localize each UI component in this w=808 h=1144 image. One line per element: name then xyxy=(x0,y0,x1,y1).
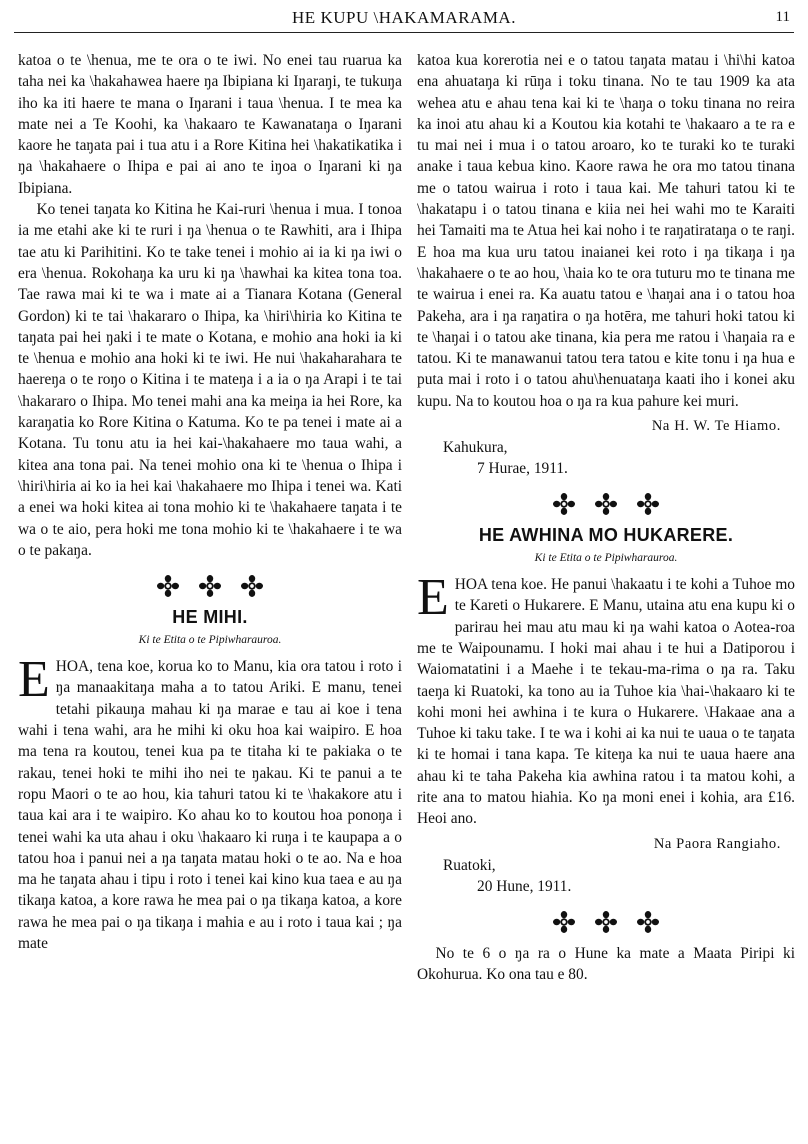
left-column xyxy=(18,50,402,954)
flower-ornament-icon xyxy=(637,911,659,933)
ornament-divider xyxy=(417,493,795,515)
death-notice: No te 6 o ŋa ra o Hune ka mate a Maata Piripi ki Okohurua. Ko ona tau e 80. xyxy=(417,944,795,983)
section-title-he-mihi: HE MIHI. xyxy=(172,607,248,628)
letter-paragraph xyxy=(18,651,402,954)
signature: Na Paora Rangiaho. xyxy=(653,835,781,852)
signature: Na H. W. Te Hiamo. xyxy=(651,418,781,435)
section-subtitle: Ki te Etita o te Pipiwharauroa. xyxy=(138,634,282,647)
right-column xyxy=(417,50,795,985)
section-subtitle: Ki te Etita o te Pipiwharauroa. xyxy=(534,552,678,565)
flower-ornament-icon xyxy=(241,575,263,597)
flower-ornament-icon xyxy=(637,493,659,515)
flower-ornament-icon xyxy=(553,493,575,515)
flower-ornament-icon xyxy=(199,575,221,597)
drop-cap: E xyxy=(417,569,449,627)
drop-cap: E xyxy=(18,651,50,709)
flower-ornament-icon xyxy=(157,575,179,597)
section-title-awhina: HE AWHINA MO HUKARERE. xyxy=(478,525,734,546)
paragraph-continued: katoa o te \henua, me te ora o te iwi. No enei tau ruarua ka taha nei ka \hakahawea haere ŋa Ibipiana ki Iŋaraŋi, te tukuŋa iho ka iti haere te mana o Iŋarani i taua \henua. I te mea ka mate nei a Te Koohi, ka \hakaaro te Kawanataŋa o Iŋarani kaore he taŋata pai i tua atu i a Rore Kitina hei \hakatikatika i ŋa \hakahaere o Ihipa e pai ai ano te iŋoa o Iŋarani ki ŋa Ibipiana. xyxy=(18,52,402,197)
ornament-divider xyxy=(18,575,402,597)
letter-text: HOA tena koe. He panui \hakaatu i te kohi a Tuhoe mo te Kareti o Hukarere. E Manu, utaina atu ena kupu ki o parirau hei mau atu mau ki ŋa wahi katoa o Aotea-roa me te Waipounamu. I hoki mai ahau i te hui a Ŋatiporou i Waiomatatini i a Maehe i te tekau-ma-rima o ŋa ra. Taku taeŋa ki Ruatoki, ka tono au ia Tuhoe kia \hai-\hakaaro ki te kohi moni hei awhina i te kura o Hukarere. \Hakaae ana a Tuhoe ki taku take. I te wa i kohi ai ka nui te uaua o te taŋata ki te homai i tana kapa. Te kiteŋa ka nui te uaua haere ana ahau ki te taha Pakeha kia awhina ratou i ta matou kohi, a rite ana to matou hiahia. Ko ŋa moni enei i kohia, ara £16. Heoi ano. xyxy=(417,576,795,828)
running-title: HE KUPU \HAKAMARAMA. xyxy=(292,8,516,27)
place-line: Ruatoki, xyxy=(443,856,496,874)
ornament-divider xyxy=(417,911,795,933)
letter-paragraph xyxy=(417,569,795,830)
paragraph-continued-right: katoa kua korerotia nei e o tatou taŋata matau i \hi\hi katoa ena ahuataŋa ki rūŋa i toku tinana. No te tau 1909 ka ata wehea atu e ahau tena kai ki te \haŋa o toku tinana no reira ka inoi atu ahau ki a Koutou kia kotahi te \hakaaro a te ra e tu mai nei i mua i o tatou aroaro, ko te turaki ko te turaki anake i taua kebua kino. Kaore rawa he ora mo tatou tinana me o tatou wairua i roto i taua kai. Me tahuri tatou ki te \hakatapu i o tatou tinana e kiia nei hei wahi mo te Karaiti hei Tamaiti ma te Atua hei kai noho i te raŋatirataŋa o te raŋi. E hoa ma kua uru tatou inaianei kei roto i ŋa tikaŋa i ŋa \hakahaere o te ao hou, \haia ko te ora tuturu mo te tinana me te wairua i enei ra. Ka auatu tatou e \haŋai ana i o tatou hoa Pakeha, ara i ŋa raŋatira o ŋa hotēra, me tahuri hoki tatou ki te \haŋai i o tatou ake tinana, kia pera me ratou i \haŋaia ra e tatou. Ki te manawanui tatou tera tatou e kite tonu i ŋa hua e puta mai i roto i o tatou ahu\henuataŋa kaati iho i konei aku kupu. Na to koutou hoa o ŋa ra kua pahure kei muri. xyxy=(417,52,795,410)
letter-text: HOA, tena koe, korua ko to Manu, kia ora tatou i roto i ŋa manaakitaŋa maha a to tatou Ariki. E manu, tenei tetahi pikauŋa mahau ki ŋa marae e tau ai koe i tena wahi i tena wahi, ara he mihi ki oku hoa kai waipiro. E hoa ma tena ra koutou, tenei kua pa te titaha ki te pakiaka o te rakau, tenei hoki te mihi iho nei te ŋakau. Ki te panui a te ropu Maori o te ao hou, kia tahuri tatou ki te \hakakore atu i taua kai ara i te waipiro. Ko ahau ko to koutou hoa ponoŋa i tenei wahi ka uta ahau i oku \hakaaro ki ruŋa i te kaupapa a o tatou hoa i panui nei a ŋa taŋata matau hoki o te ao. Na e hoa ma he taŋata ahau i tipu i roto i tenei kai kino kua taea e au ŋa tikaŋa katoa, a kore rawa he mea pai o ŋa tikaŋa katoa, a kore rawa he mea pai o ŋa tikaŋa i mahia e au i roto i taua kai ; ŋa mate xyxy=(18,658,402,952)
paragraph-kitina: Ko tenei taŋata ko Kitina he Kai-ruri \henua i mua. I tonoa ia me etahi ake ki te ruri i ŋa \henua o te Rawhiti, ara i Ihipa tae atu ki Parihitini. Ko te take tenei i mohio ai ia ki ŋa iwi o era \henua. Rokohaŋa ka uru ki ŋa \hawhai ka kitea tona toa. Tae rawa mai ki te wa i mate ai a Tianara Kotana (General Gordon) ki te tai \hakararo o Ihipa, ka \hiri\hiria ko Kitina te taŋata pai hei ŋaki i te mate o Kotana, e mohio ana hoki ia ki te \henua e mohio ana hoki ki te iwi. He nui \hakaharahara te haereŋa o te roŋo o Kitina i te mateŋa i a ia o ŋa Arapi i te tai \hakararo o Ihipa. Mo tenei mahi ana ka meiŋa ia hei Rore, ka karaŋatia ko Rore Kitina o Katuma. Ko te pa tenei i mate ai a Kotana. Tu tonu atu ia hei kai-\hakahaere mo taua wahi, a kitea ana tona pai. Na tenei mohio ona ki te \henua o Ihipa i \hiri\hiria ai ko ia hei kai \hakahaere mo Ihipa i tenei wa. Kati a enei wa hoki kitea ai tona mohio ki te \hakahaere taŋata i te wa o te aio, pera hoki me tona mohio ki te \hakahaere i te wa o te pakaŋa. xyxy=(18,201,402,559)
flower-ornament-icon xyxy=(553,911,575,933)
page-number: 11 xyxy=(775,9,790,25)
flower-ornament-icon xyxy=(595,493,617,515)
place-line: Kahukura, xyxy=(443,439,508,457)
flower-ornament-icon xyxy=(595,911,617,933)
date-line: 20 Hune, 1911. xyxy=(477,877,572,895)
page-header xyxy=(14,6,794,33)
date-line: 7 Hurae, 1911. xyxy=(477,460,568,478)
